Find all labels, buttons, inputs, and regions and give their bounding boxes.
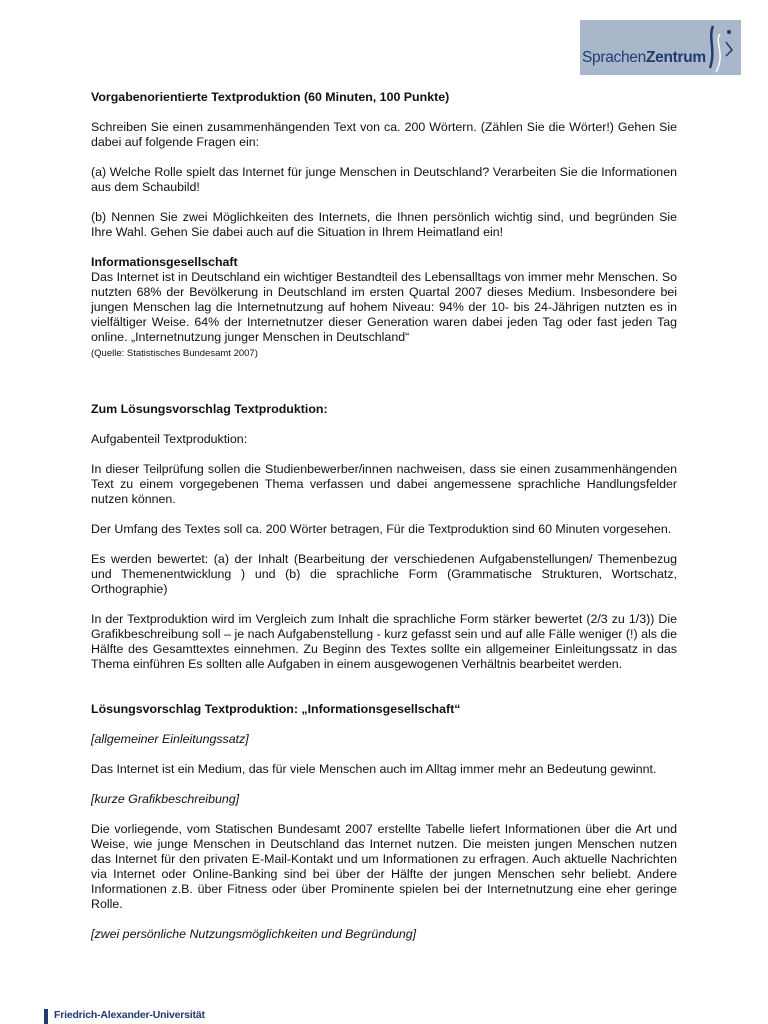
proposal-heading: Lösungsvorschlag Textproduktion: „Informationsgesellschaft“	[91, 702, 461, 716]
logo-text: SprachenZentrum	[582, 49, 706, 66]
part-label: Aufgabenteil Textproduktion:	[91, 432, 248, 446]
paragraph-1: In dieser Teilprüfung sollen die Studienbewerber/innen nachweisen, dass sie einen zusammenhängenden Text zu einem vorgegebenen Thema verfassen und dabei angemessene sprachliche Handlungsfelder nutzen können.	[91, 462, 677, 506]
label-intro: [allgemeiner Einleitungssatz]	[91, 732, 249, 746]
info-text: Das Internet ist in Deutschland ein wichtiger Bestandteil des Lebensalltags von immer mehr Menschen. So nutzten 68% der Bevölkerung in Deutschland im ersten Quartal 2007 dieses Medium. Insbesondere bei jungen Menschen lag die Internetnutzung auf hohem Niveau: 94% der 10- bis 24-Jährigen nutzten es in vielfältiger Weise. 64% der Internetnutzer dieser Generation waren dabei jeden Tag oder fast jeden Tag online. „Internetnutzung junger Menschen in Deutschland“	[91, 270, 677, 344]
info-heading: Informationsgesellschaft	[91, 255, 238, 269]
label-graphic: [kurze Grafikbeschreibung]	[91, 792, 240, 806]
paragraph-3: Es werden bewertet: (a) der Inhalt (Bearbeitung der verschiedenen Aufgabenstellungen/ Themenbezug und Themenentwicklung ) und (b) die sprachliche Form (Grammatische Strukturen, Wortschatz, Orthographie)	[91, 552, 677, 596]
source-note: (Quelle: Statistisches Bundesamt 2007)	[91, 348, 258, 359]
university-name: Friedrich-Alexander-Universität	[54, 1009, 205, 1021]
page-title: Vorgabenorientierte Textproduktion (60 Minuten, 100 Punkte)	[91, 90, 450, 104]
label-personal: [zwei persönliche Nutzungsmöglichkeiten und Begründung]	[91, 927, 417, 941]
solution-heading: Zum Lösungsvorschlag Textproduktion:	[91, 402, 328, 416]
sprachenzentrum-logo	[580, 20, 741, 75]
question-b: (b) Nennen Sie zwei Möglichkeiten des Internets, die Ihnen persönlich wichtig sind, und begründen Sie Ihre Wahl. Gehen Sie dabei auch auf die Situation in Ihrem Heimatland ein!	[91, 210, 677, 239]
task-intro: Schreiben Sie einen zusammenhängenden Text von ca. 200 Wörtern. (Zählen Sie die Wörter!) Gehen Sie dabei auf folgende Fragen ein:	[91, 120, 677, 149]
intro-sentence: Das Internet ist ein Medium, das für viele Menschen auch im Alltag immer mehr an Bedeutung gewinnt.	[91, 762, 657, 776]
footer-bar	[44, 1009, 48, 1024]
document-body	[91, 90, 677, 957]
paragraph-2: Der Umfang des Textes soll ca. 200 Wörter betragen, Für die Textproduktion sind 60 Minuten vorgesehen.	[91, 522, 672, 536]
question-a: (a) Welche Rolle spielt das Internet für junge Menschen in Deutschland? Verarbeiten Sie die Informationen aus dem Schaubild!	[91, 165, 677, 194]
university-footer	[44, 1009, 244, 1024]
graphic-description: Die vorliegende, vom Statischen Bundesamt 2007 erstellte Tabelle liefert Informationen über die Art und Weise, wie junge Menschen in Deutschland das Internet nutzen. Die meisten jungen Menschen nutzen das Internet für den privaten E-Mail-Kontakt und um Informationen zu erfragen. Auch aktuelle Nachrichten via Internet oder Online-Banking sind bei über der Hälfte der jungen Menschen sehr beliebt. Andere Informationen z.B. über Fitness oder über Prominente spielen bei der Internetnutzung eine eher geringe Rolle.	[91, 822, 677, 911]
paragraph-4: In der Textproduktion wird im Vergleich zum Inhalt die sprachliche Form stärker bewertet (2/3 zu 1/3)) Die Grafikbeschreibung soll – je nach Aufgabenstellung - kurz gefasst sein und auf alle Fälle weniger (!) als die Hälfte des Gesamttextes einnehmen. Zu Beginn des Textes sollte ein allgemeiner Einleitungssatz in das Thema einführen Es sollten alle Aufgaben in einem ausgewogenen Verhältnis bearbeitet werden.	[91, 612, 677, 671]
